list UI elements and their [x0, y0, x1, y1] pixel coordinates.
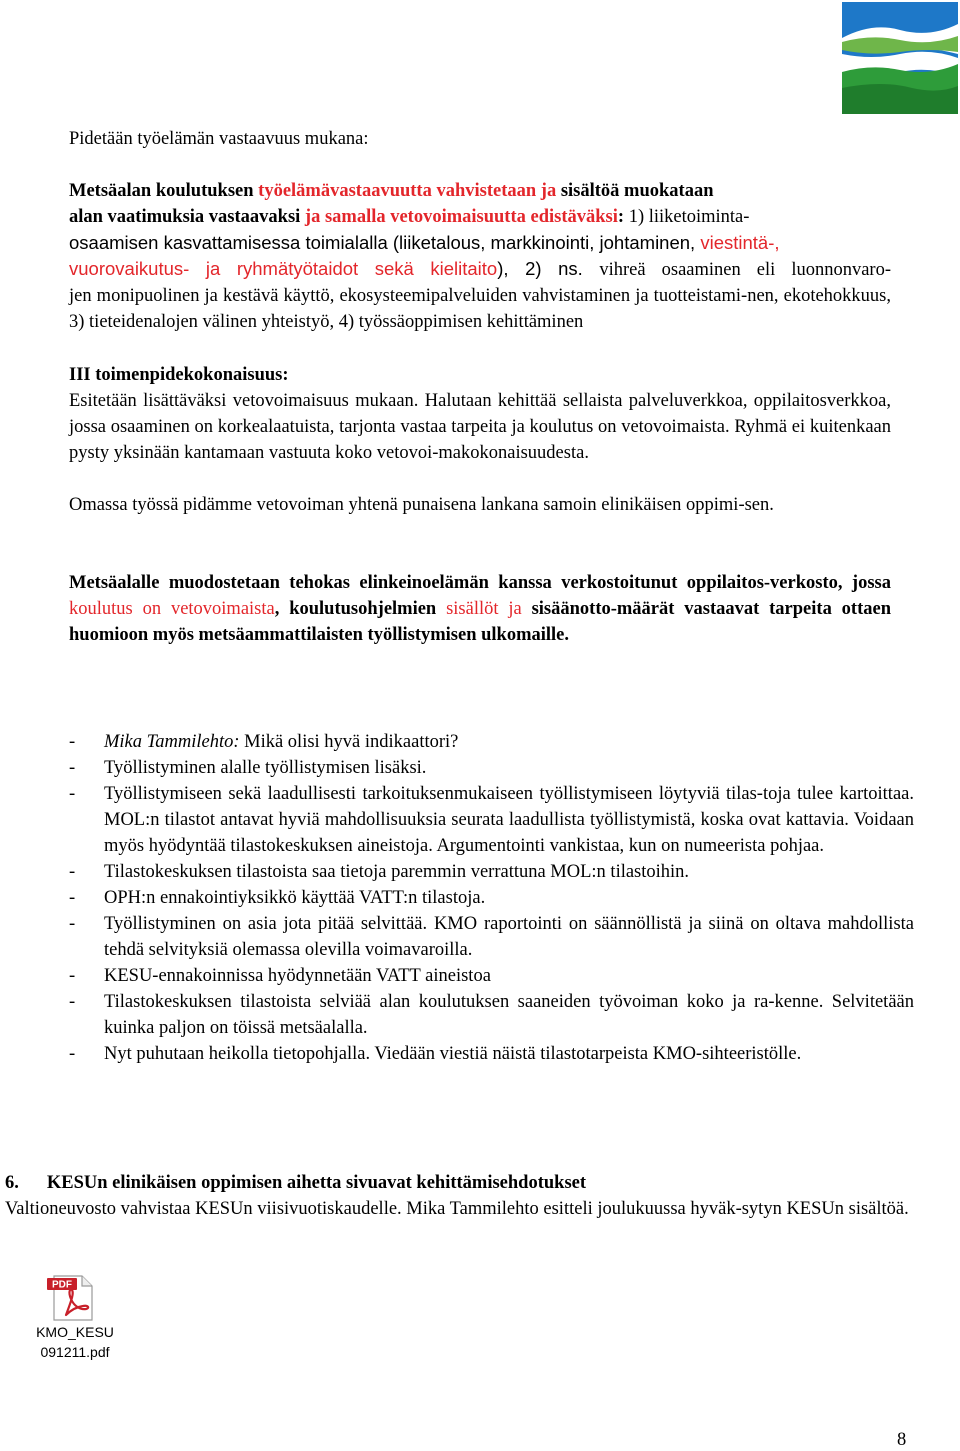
objectives-rest: jen monipuolinen ja kestävä käyttö, ekosysteemipalveluiden vahvistaminen ja tuotteistami-nen, ekotehokkuus, 3) tieteidenalojen välinen yhteistyö, 4) työssäoppimisen kehittäminen: [69, 286, 891, 332]
list-item: - Työllistyminen alalle työllistymisen lisäksi.: [69, 758, 427, 778]
pdf-file-name-line-1: KMO_KESU: [36, 1324, 114, 1340]
text-run: Metsäalan koulutuksen: [69, 181, 259, 201]
section-6-text: Valtioneuvosto vahvistaa KESUn viisivuotiskaudelle. Mika Tammilehto esitteli joulukuussa hyväk-sytyn KESUn sisältöä.: [5, 1199, 909, 1219]
statement-paragraph: [69, 570, 891, 648]
list-item: - Nyt puhutaan heikolla tietopohjalla. Viedään viestiä näistä tilastotarpeista KMO-sihteeristölle.: [69, 1044, 802, 1064]
text-run: sisältöä muokataan: [556, 181, 714, 201]
logo-image: [842, 2, 958, 114]
text-run: ), 2) ns.: [497, 258, 583, 279]
objectives-line-4-runs: [69, 258, 583, 279]
list-item-text: Työllistyminen on asia jota pitää selvittää. KMO raportointi on säännöllistä ja siinä on oltava mahdollista tehdä selvityksiä olemassa olevilla voimavaroilla.: [104, 914, 914, 960]
section-3-text: Esitetään lisättäväksi vetovoimaisuus mukaan. Halutaan kehittää sellaista palveluverkkoa, oppilaitosverkkoa, jossa osaaminen on korkealaatuista, tarjonta vastaa tarpeita ja koulutus on vetovoimaista. Ryhmä ei kuitenkaan pysty yksinään kantamaan vastuuta koko vetovoi-makokonaisuudesta.: [69, 391, 891, 463]
speaker-name: Mika Tammilehto:: [104, 732, 240, 752]
section-6-number: 6.: [5, 1173, 19, 1193]
page-number: 8: [897, 1430, 907, 1450]
paragraph-objectives: [69, 178, 891, 335]
section-3-text-2: Omassa työssä pidämme vetovoiman yhtenä punaisena lankana samoin elinikäisen oppimi-sen.: [69, 495, 774, 515]
objectives-line-4: [69, 256, 891, 283]
list-item: - Työllistymiseen sekä laadullisesti tarkoituksenmukaiseen työllistymiseen löytyviä tilas-toja tulee kartoittaa. MOL:n tilastot antavat hyviä mahdollisuuksia seurata laadullista työllistymistä, koska ovat kattavia. Voidaan myös hyödyntää tilastokeskuksen aineistoja. Argumentointi vankistaa, kun on numeerista pohjaa.: [69, 784, 914, 856]
list-item-text: Tilastokeskuksen tilastoista selviää alan koulutuksen saaneiden työvoiman koko ja ra-kenne. Selvitetään kuinka paljon on töissä metsäalalla.: [104, 992, 914, 1038]
section-6-title: KESUn elinikäisen oppimisen aihetta sivuavat kehittämisehdotukset: [46, 1173, 587, 1193]
list-item: - Työllistyminen on asia jota pitää selvittää. KMO raportointi on säännöllistä ja siinä on oltava mahdollista tehdä selvityksiä olemassa olevilla voimavaroilla.: [69, 914, 914, 960]
text-run: , koulutusohjelmien: [274, 599, 447, 619]
pdf-file-name-line-2: 091211.pdf: [40, 1344, 110, 1360]
text-run: Metsäalalle muodostetaan tehokas elinkeinoelämän kanssa verkostoitunut oppilaitos-verkosto, jossa: [69, 573, 891, 593]
text-run: alan vaatimuksia vastaavaksi: [69, 207, 305, 227]
pdf-file-name[interactable]: [30, 1322, 120, 1362]
text-run: viestintä-,: [700, 232, 780, 253]
list-item-text: Työllistymiseen sekä laadullisesti tarkoituksenmukaiseen työllistymiseen löytyviä tilas-toja tulee kartoittaa. MOL:n tilastot antavat hyviä mahdollisuuksia seurata laadullista työllistymistä, koska ovat kattavia. Voidaan myös hyödyntää tilastokeskuksen aineistoja. Argumentointi vankistaa, kun on numeerista pohjaa.: [104, 784, 914, 856]
list-item-text: Mikä olisi hyvä indikaattori?: [239, 732, 459, 752]
list-item-text: Työllistyminen alalle työllistymisen lisäksi.: [104, 758, 427, 778]
intro-heading: Pidetään työelämän vastaavuus mukana:: [69, 129, 369, 149]
pdf-file-icon[interactable]: [46, 1275, 100, 1321]
list-item: - Tilastokeskuksen tilastoista saa tietoja paremmin verrattuna MOL:n tilastoihin.: [69, 862, 690, 882]
objectives-line-2: [69, 204, 891, 230]
list-item-text: Tilastokeskuksen tilastoista saa tietoja paremmin verrattuna MOL:n tilastoihin.: [104, 862, 690, 882]
list-item: - OPH:n ennakointiyksikkö käyttää VATT:n tilastoja.: [69, 888, 486, 908]
text-run: koulutus on vetovoimaista: [69, 599, 275, 619]
text-run: vuorovaikutus- ja ryhmätyötaidot sekä kielitaito: [69, 258, 498, 279]
objectives-line-3: [69, 230, 891, 256]
text-run: :: [617, 207, 629, 227]
section-6-heading: [5, 1170, 910, 1196]
list-item: - Mika Tammilehto: Mikä olisi hyvä indikaattori?: [69, 732, 459, 752]
list-item-text: KESU-ennakoinnissa hyödynnetään VATT aineistoa: [104, 966, 491, 986]
list-item: - KESU-ennakoinnissa hyödynnetään VATT aineistoa: [69, 966, 491, 986]
text-run: ja samalla vetovoimaisuutta edistäväksi: [304, 207, 618, 227]
list-item-text: OPH:n ennakointiyksikkö käyttää VATT:n tilastoja.: [104, 888, 486, 908]
text-run: osaamisen kasvattamisessa toimialalla (liiketalous, markkinointi, johtaminen,: [69, 232, 701, 253]
discussion-list: [69, 729, 914, 1067]
text-run: 1) liiketoiminta-: [628, 207, 750, 227]
pdf-badge-label: PDF: [52, 1279, 72, 1291]
list-item: - Tilastokeskuksen tilastoista selviää alan koulutuksen saaneiden työvoiman koko ja ra-kenne. Selvitetään kuinka paljon on töissä metsäalalla.: [69, 992, 914, 1038]
text-run: sisällöt ja: [446, 599, 522, 619]
list-item-text: Nyt puhutaan heikolla tietopohjalla. Viedään viestiä näistä tilastotarpeista KMO-sihteeristölle.: [104, 1044, 802, 1064]
objectives-line-4-serif: vihreä osaaminen eli luonnonvaro-: [599, 260, 892, 280]
text-run: työelämävastaavuutta vahvistetaan ja: [258, 181, 557, 201]
objectives-line-1: [69, 178, 891, 204]
text-run: sisäänotto-määrät vastaavat tarpeita ottaen huomioon myös metsäammattilaisten työllistymisen ulkomaille.: [69, 599, 891, 645]
section-3-heading: III toimenpidekokonaisuus:: [69, 365, 289, 385]
